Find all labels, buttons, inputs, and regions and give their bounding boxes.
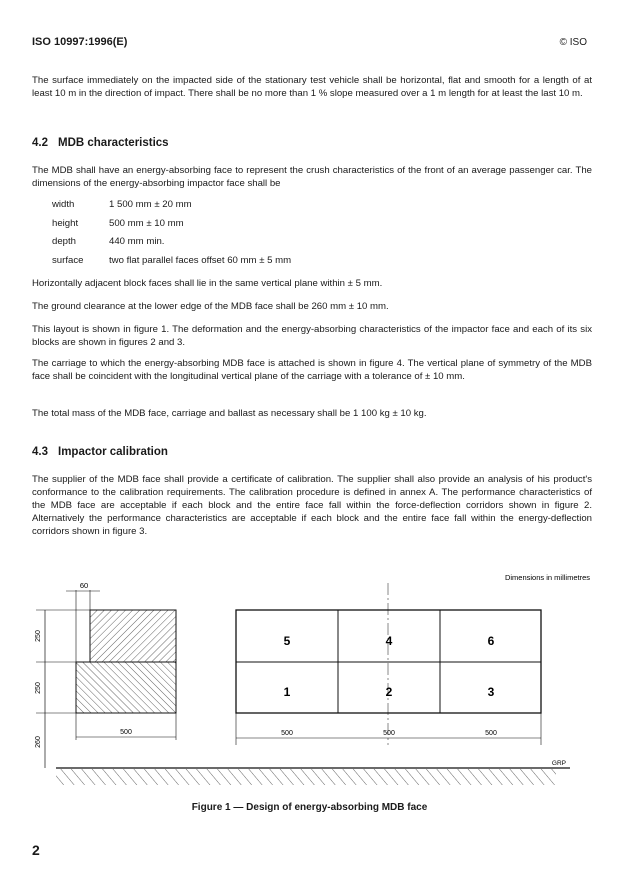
copyright: © ISO <box>559 37 587 48</box>
front-view <box>236 583 541 745</box>
paragraph-layout: This layout is shown in figure 1. The deformation and the energy-absorbing characteristics of the impactor face and each of its six blocks are shown in figures 2 and 3. <box>32 324 592 348</box>
block-4: 4 <box>385 634 393 648</box>
lower-block-section <box>76 662 176 713</box>
offset-label: 60 <box>79 581 89 590</box>
block-width-label: 500 <box>281 730 293 737</box>
block-1: 1 <box>283 685 291 699</box>
spec-row: surface two flat parallel faces offset 60 mm ± 5 mm <box>52 255 292 266</box>
paragraph-carriage: The carriage to which the energy-absorbing MDB face is attached is shown in figure 4. The vertical plane of symmetry of the MDB face shall be coincident with the longitudinal vertical plane of the carriage with a tolerance of ± 10 mm. <box>32 358 592 382</box>
height-label: 250 <box>35 630 42 642</box>
paragraph-horizontal: Horizontally adjacent block faces shall lie in the same vertical plane within ± 5 mm. <box>32 278 383 289</box>
upper-block-section <box>90 610 176 662</box>
height-label: 250 <box>35 682 42 694</box>
block-6: 6 <box>487 634 495 648</box>
spec-row: depth 440 mm min. <box>52 236 165 247</box>
ground-label: GRP <box>551 760 566 767</box>
block-2: 2 <box>385 685 393 699</box>
paragraph-mass: The total mass of the MDB face, carriage and ballast as necessary shall be 1 100 kg ± 10 kg. <box>32 408 427 419</box>
ground-hatching <box>56 769 556 785</box>
paragraph-calibration: The supplier of the MDB face shall provide a certificate of calibration. The supplier shall also provide an analysis of his product's conformance to the calibration requirements. The calibration procedure is defined in annex A. The performance characteristics of the MDB face are acceptable if each block and the entire face fall within the force-deflection corridors shown in figure 2. Alternatively the performance characteristics are acceptable if each block and the entire face fall within the energy-deflection corridors shown in figure 3. <box>32 474 592 537</box>
section-heading-4-3: 4.3 Impactor calibration <box>32 446 168 458</box>
paragraph-clearance: The ground clearance at the lower edge of the MDB face shall be 260 mm ± 10 mm. <box>32 301 389 312</box>
spec-row: width 1 500 mm ± 20 mm <box>52 199 192 210</box>
side-view <box>36 590 176 768</box>
section-heading-4-2: 4.2 MDB characteristics <box>32 137 169 149</box>
figure-caption: Figure 1 — Design of energy-absorbing MDB face <box>191 802 428 813</box>
paragraph-surface: The surface immediately on the impacted side of the stationary test vehicle shall be horizontal, flat and smooth for a length of at least 10 m in the direction of impact. There shall be no more than 1 % slope measured over a 1 m length for at least the last 10 m. <box>32 75 592 99</box>
block-3: 3 <box>487 685 495 699</box>
block-width-label: 500 <box>383 730 395 737</box>
block-width-label: 500 <box>485 730 497 737</box>
units-note: Dimensions in millimetres <box>504 573 590 582</box>
paragraph-mdb-intro: The MDB shall have an energy-absorbing face to represent the crush characteristics of the front of an average passenger car. The dimensions of the energy-absorbing impactor face shall be <box>32 165 592 189</box>
spec-row: height 500 mm ± 10 mm <box>52 218 184 229</box>
side-width-label: 500 <box>120 729 132 736</box>
block-5: 5 <box>283 634 291 648</box>
clearance-label: 260 <box>35 736 42 748</box>
page-number: 2 <box>32 842 40 858</box>
document-id: ISO 10997:1996(E) <box>32 36 128 48</box>
block-numbers <box>284 634 495 699</box>
